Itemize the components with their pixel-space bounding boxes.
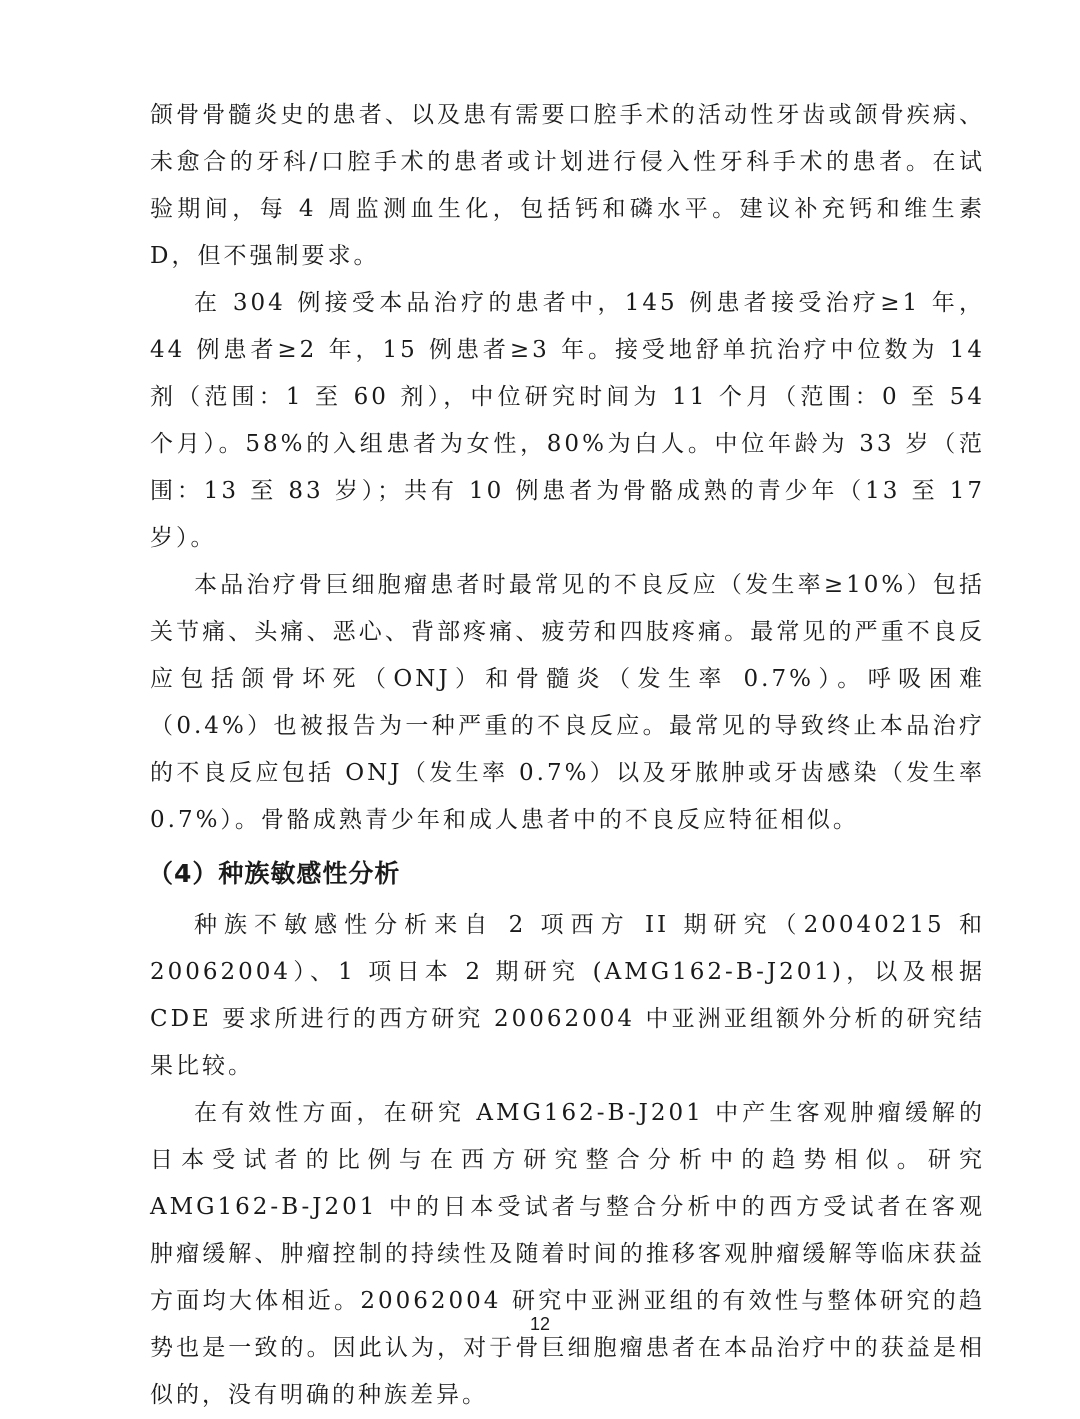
document-body bbox=[150, 92, 985, 1419]
paragraph-4: 种族不敏感性分析来自 2 项西方 II 期研究（20040215 和 20062004）、1 项日本 2 期研究 (AMG162-B-J201)，以及根据 CDE 要求所进行的西方研究 20062004 中亚洲亚组额外分析的研究结果比较。 bbox=[150, 912, 985, 1079]
section-heading: （4）种族敏感性分析 bbox=[148, 859, 401, 888]
paragraph-3: 本品治疗骨巨细胞瘤患者时最常见的不良反应（发生率≥10%）包括关节痛、头痛、恶心、背部疼痛、疲劳和四肢疼痛。最常见的严重不良反应包括颌骨坏死（ONJ）和骨髓炎（发生率 0.7%）。呼吸困难（0.4%）也被报告为一种严重的不良反应。最常见的导致终止本品治疗的不良反应包括 ONJ（发生率 0.7%）以及牙脓肿或牙齿感染（发生率 0.7%）。骨骼成熟青少年和成人患者中的不良反应特征相似。 bbox=[150, 572, 985, 833]
paragraph-5: 在有效性方面，在研究 AMG162-B-J201 中产生客观肿瘤缓解的日本受试者的比例与在西方研究整合分析中的趋势相似。研究 AMG162-B-J201 中的日本受试者与整合分析中的西方受试者在客观肿瘤缓解、肿瘤控制的持续性及随着时间的推移客观肿瘤缓解等临床获益方面均大体相近。20062004 研究中亚洲亚组的有效性与整体研究的趋势也是一致的。因此认为，对于骨巨细胞瘤患者在本品治疗中的获益是相似的，没有明确的种族差异。 bbox=[150, 1100, 985, 1408]
paragraph-1: 颌骨骨髓炎史的患者、以及患有需要口腔手术的活动性牙齿或颌骨疾病、未愈合的牙科/口腔手术的患者或计划进行侵入性牙科手术的患者。在试验期间，每 4 周监测血生化，包括钙和磷水平。建议补充钙和维生素 D，但不强制要求。 bbox=[150, 102, 985, 269]
page-number: 12 bbox=[529, 1314, 551, 1334]
paragraph-2: 在 304 例接受本品治疗的患者中，145 例患者接受治疗≥1 年，44 例患者≥2 年，15 例患者≥3 年。接受地舒单抗治疗中位数为 14 剂（范围：1 至 60 剂），中位研究时间为 11 个月（范围：0 至 54 个月）。58%的入组患者为女性，80%为白人。中位年龄为 33 岁（范围：13 至 83 岁）；共有 10 例患者为骨骼成熟的青少年（13 至 17 岁）。 bbox=[150, 290, 985, 551]
